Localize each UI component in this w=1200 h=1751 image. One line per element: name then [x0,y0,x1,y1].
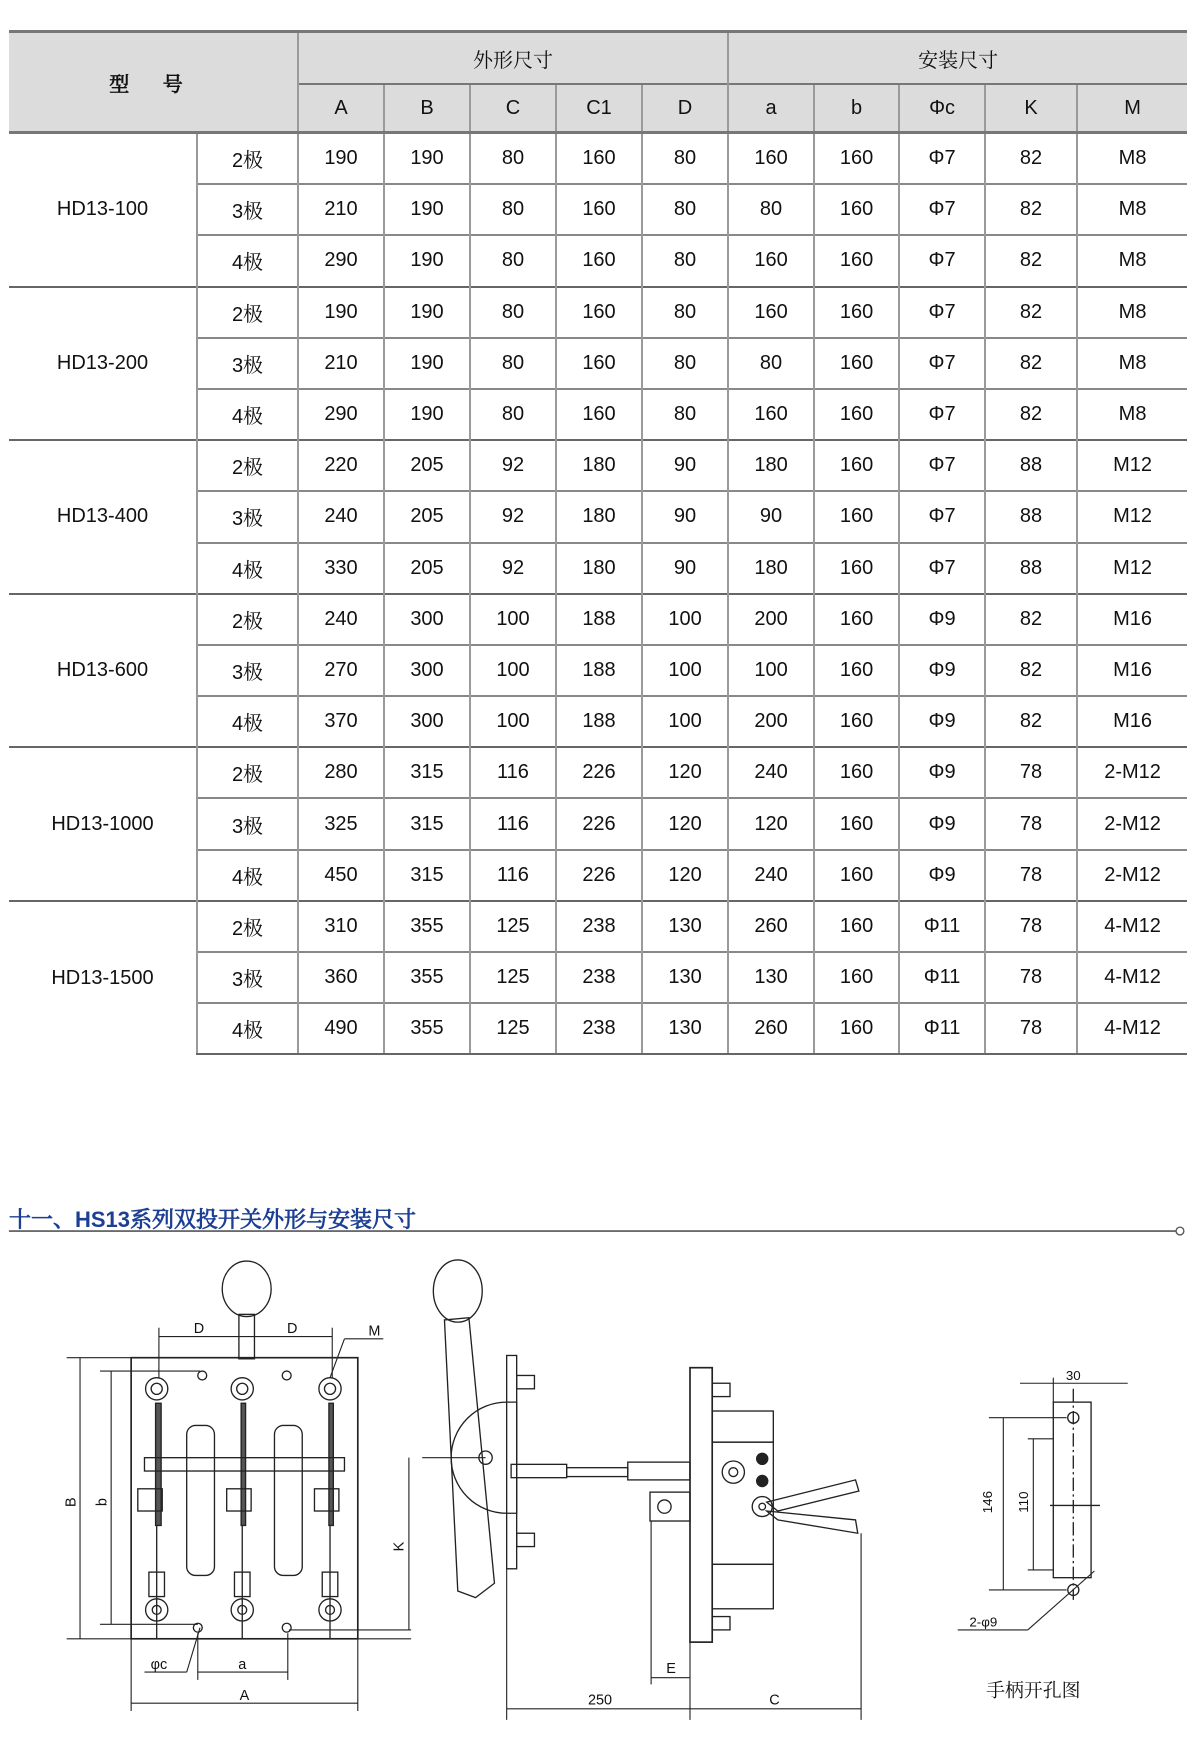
value-cell: 300 [384,645,470,696]
value-cell: 4-M12 [1077,952,1187,1003]
value-cell: 78 [985,1003,1077,1054]
value-cell: Φ9 [899,645,985,696]
label-30: 30 [1065,1367,1081,1383]
value-cell: 160 [728,389,814,440]
value-cell: 78 [985,850,1077,901]
value-cell: 100 [642,645,728,696]
value-cell: 80 [642,235,728,286]
poles-cell: 3极 [197,645,298,696]
value-cell: 80 [470,184,556,235]
value-cell: M16 [1077,594,1187,645]
column-header-5: a [728,84,814,133]
value-cell: 116 [470,798,556,849]
label-D-right: D [287,1321,298,1338]
value-cell: 80 [728,338,814,389]
value-cell: 100 [642,696,728,747]
value-cell: 226 [556,747,642,798]
value-cell: 310 [298,901,384,952]
value-cell: 240 [298,491,384,542]
handle-cutout-caption: 手柄开孔图 [986,1680,1081,1702]
value-cell: 82 [985,338,1077,389]
value-cell: 160 [556,338,642,389]
value-cell: 116 [470,850,556,901]
model-cell: HD13-100 [9,133,197,287]
value-cell: 125 [470,1003,556,1054]
value-cell: 190 [384,389,470,440]
value-cell: Φ9 [899,850,985,901]
value-cell: 260 [728,901,814,952]
poles-cell: 2极 [197,594,298,645]
value-cell: 180 [728,440,814,491]
value-cell: 80 [470,287,556,338]
value-cell: Φ7 [899,287,985,338]
value-cell: 315 [384,747,470,798]
value-cell: 160 [556,235,642,286]
value-cell: Φ7 [899,389,985,440]
value-cell: 92 [470,491,556,542]
value-cell: 355 [384,952,470,1003]
poles-cell: 4极 [197,1003,298,1054]
value-cell: Φ9 [899,696,985,747]
value-cell: 120 [642,850,728,901]
value-cell: 80 [470,338,556,389]
value-cell: Φ7 [899,543,985,594]
value-cell: 4-M12 [1077,1003,1187,1054]
value-cell: 280 [298,747,384,798]
poles-cell: 2极 [197,133,298,185]
value-cell: 88 [985,543,1077,594]
column-header-4: D [642,84,728,133]
value-cell: Φ7 [899,184,985,235]
value-cell: 2-M12 [1077,850,1187,901]
value-cell: 120 [728,798,814,849]
value-cell: 210 [298,338,384,389]
value-cell: 190 [384,133,470,185]
value-cell: 330 [298,543,384,594]
value-cell: 160 [556,287,642,338]
value-cell: 160 [814,235,899,286]
poles-cell: 4极 [197,696,298,747]
value-cell: M12 [1077,440,1187,491]
poles-cell: 3极 [197,952,298,1003]
value-cell: 80 [642,338,728,389]
value-cell: M16 [1077,645,1187,696]
model-cell: HD13-1000 [9,747,197,901]
value-cell: 160 [814,901,899,952]
value-cell: 160 [814,645,899,696]
value-cell: 82 [985,645,1077,696]
value-cell: 160 [556,133,642,185]
value-cell: 160 [814,133,899,185]
label-K: K [391,1541,408,1552]
label-A: A [239,1687,250,1704]
value-cell: 82 [985,696,1077,747]
poles-cell: 3极 [197,491,298,542]
value-cell: 120 [642,747,728,798]
value-cell: 190 [384,184,470,235]
value-cell: 238 [556,952,642,1003]
value-cell: 82 [985,133,1077,185]
value-cell: M8 [1077,133,1187,185]
value-cell: 240 [728,850,814,901]
value-cell: 82 [985,594,1077,645]
label-110: 110 [1015,1491,1031,1513]
value-cell: 116 [470,747,556,798]
value-cell: 190 [384,338,470,389]
label-146: 146 [980,1491,996,1514]
value-cell: 238 [556,901,642,952]
value-cell: 190 [298,287,384,338]
value-cell: 160 [728,287,814,338]
value-cell: 160 [814,491,899,542]
front-view [64,1261,412,1711]
value-cell: 220 [298,440,384,491]
value-cell: 238 [556,1003,642,1054]
value-cell: 90 [642,543,728,594]
poles-cell: 4极 [197,543,298,594]
label-D-left: D [193,1321,205,1338]
value-cell: 188 [556,696,642,747]
value-cell: 180 [556,440,642,491]
poles-cell: 2极 [197,747,298,798]
section-title: 十一、HS13系列双投开关外形与安装尺寸 [9,1207,417,1232]
value-cell: Φ7 [899,235,985,286]
value-cell: 355 [384,1003,470,1054]
value-cell: 160 [556,184,642,235]
label-M: M [368,1323,381,1340]
pole-columns [138,1371,345,1639]
column-header-9: M [1077,84,1187,133]
value-cell: Φ11 [899,952,985,1003]
value-cell: 180 [728,543,814,594]
handle-cutout-view [958,1368,1128,1702]
value-cell: 315 [384,798,470,849]
value-cell: 260 [728,1003,814,1054]
value-cell: 160 [814,287,899,338]
value-cell: 290 [298,235,384,286]
value-cell: 240 [728,747,814,798]
value-cell: M8 [1077,184,1187,235]
value-cell: 80 [728,184,814,235]
value-cell: Φ11 [899,1003,985,1054]
value-cell: 370 [298,696,384,747]
value-cell: 90 [642,440,728,491]
poles-cell: 4极 [197,389,298,440]
value-cell: 226 [556,798,642,849]
value-cell: 80 [642,287,728,338]
value-cell: 180 [556,491,642,542]
model-cell: HD13-400 [9,440,197,594]
value-cell: Φ9 [899,594,985,645]
value-cell: Φ7 [899,440,985,491]
value-cell: 100 [470,696,556,747]
column-header-2: C [470,84,556,133]
value-cell: 130 [642,1003,728,1054]
value-cell: 290 [298,389,384,440]
divider-end-icon [1176,1227,1184,1235]
mounting-dimensions-header: 安装尺寸 [728,32,1187,85]
value-cell: M12 [1077,543,1187,594]
value-cell: 100 [470,645,556,696]
value-cell: 450 [298,850,384,901]
value-cell: Φ7 [899,491,985,542]
value-cell: 160 [556,389,642,440]
value-cell: 160 [728,133,814,185]
value-cell: Φ7 [899,133,985,185]
value-cell: Φ9 [899,747,985,798]
value-cell: Φ9 [899,798,985,849]
poles-cell: 2极 [197,901,298,952]
label-E: E [666,1661,676,1678]
model-cell: HD13-200 [9,287,197,441]
label-2-phi9: 2-φ9 [969,1614,998,1630]
value-cell: 200 [728,594,814,645]
poles-cell: 3极 [197,184,298,235]
value-cell: 160 [814,543,899,594]
column-header-8: K [985,84,1077,133]
value-cell: 125 [470,901,556,952]
value-cell: 360 [298,952,384,1003]
value-cell: Φ11 [899,901,985,952]
value-cell: 205 [384,440,470,491]
value-cell: 80 [470,235,556,286]
value-cell: 78 [985,901,1077,952]
model-cell: HD13-1500 [9,901,197,1055]
value-cell: 190 [384,235,470,286]
value-cell: 92 [470,543,556,594]
value-cell: 78 [985,747,1077,798]
value-cell: 315 [384,850,470,901]
value-cell: 160 [814,389,899,440]
value-cell: M8 [1077,235,1187,286]
value-cell: 300 [384,696,470,747]
value-cell: 130 [642,901,728,952]
model-cell: HD13-600 [9,594,197,748]
label-b: b [94,1498,111,1507]
value-cell: 355 [384,901,470,952]
value-cell: 100 [470,594,556,645]
value-cell: 160 [814,594,899,645]
value-cell: 80 [642,133,728,185]
value-cell: 160 [814,696,899,747]
value-cell: 160 [814,850,899,901]
value-cell: 325 [298,798,384,849]
value-cell: 2-M12 [1077,798,1187,849]
value-cell: 82 [985,235,1077,286]
value-cell: 160 [814,184,899,235]
value-cell: 78 [985,798,1077,849]
column-header-0: A [298,84,384,133]
column-header-6: b [814,84,899,133]
value-cell: 80 [470,133,556,185]
value-cell: 80 [470,389,556,440]
value-cell: 210 [298,184,384,235]
value-cell: 190 [384,287,470,338]
value-cell: 160 [814,1003,899,1054]
outline-dimensions-header: 外形尺寸 [298,32,728,85]
value-cell: 78 [985,952,1077,1003]
poles-cell: 3极 [197,798,298,849]
value-cell: M8 [1077,389,1187,440]
side-view [422,1260,861,1720]
value-cell: 80 [642,184,728,235]
value-cell: 82 [985,287,1077,338]
column-header-1: B [384,84,470,133]
poles-cell: 3极 [197,338,298,389]
value-cell: 226 [556,850,642,901]
poles-cell: 2极 [197,440,298,491]
value-cell: 90 [728,491,814,542]
label-B: B [63,1497,80,1507]
value-cell: 180 [556,543,642,594]
value-cell: Φ7 [899,338,985,389]
value-cell: 160 [814,440,899,491]
column-header-7: Φc [899,84,985,133]
value-cell: 160 [814,747,899,798]
value-cell: 160 [814,952,899,1003]
value-cell: 130 [642,952,728,1003]
label-phic: φc [150,1656,168,1673]
value-cell: 160 [814,338,899,389]
model-header: 型 号 [9,32,298,133]
value-cell: M12 [1077,491,1187,542]
value-cell: 270 [298,645,384,696]
value-cell: 200 [728,696,814,747]
value-cell: 88 [985,491,1077,542]
value-cell: 82 [985,389,1077,440]
value-cell: M8 [1077,338,1187,389]
value-cell: 100 [728,645,814,696]
value-cell: 92 [470,440,556,491]
poles-cell: 4极 [197,235,298,286]
value-cell: 205 [384,543,470,594]
value-cell: M8 [1077,287,1187,338]
value-cell: 4-M12 [1077,901,1187,952]
label-a: a [238,1656,247,1673]
value-cell: 188 [556,594,642,645]
value-cell: 2-M12 [1077,747,1187,798]
poles-cell: 4极 [197,850,298,901]
value-cell: 490 [298,1003,384,1054]
value-cell: 160 [728,235,814,286]
value-cell: 82 [985,184,1077,235]
value-cell: 125 [470,952,556,1003]
poles-cell: 2极 [197,287,298,338]
value-cell: 90 [642,491,728,542]
value-cell: 240 [298,594,384,645]
value-cell: 120 [642,798,728,849]
value-cell: 100 [642,594,728,645]
value-cell: 88 [985,440,1077,491]
value-cell: 160 [814,798,899,849]
column-header-3: C1 [556,84,642,133]
value-cell: 130 [728,952,814,1003]
value-cell: 205 [384,491,470,542]
value-cell: 300 [384,594,470,645]
value-cell: 80 [642,389,728,440]
value-cell: 188 [556,645,642,696]
value-cell: 190 [298,133,384,185]
label-250: 250 [587,1692,613,1709]
label-C: C [769,1692,780,1709]
value-cell: M16 [1077,696,1187,747]
